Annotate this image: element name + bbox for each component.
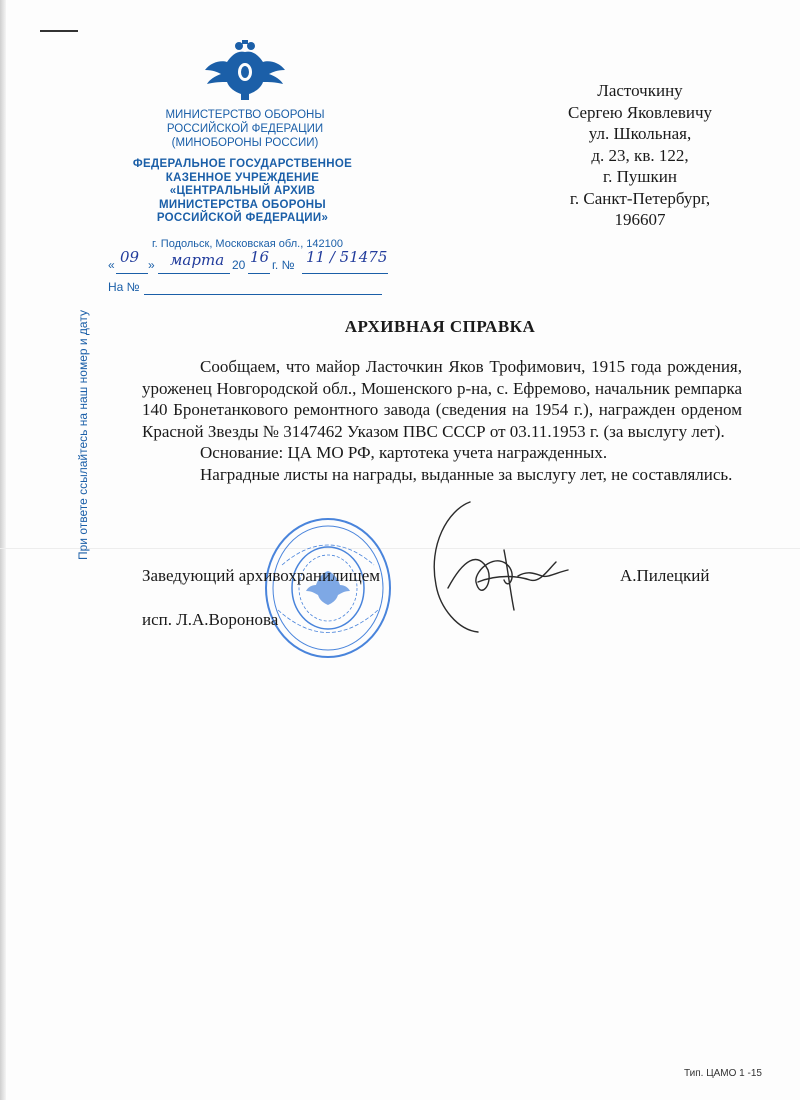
reference-label: На № (108, 280, 140, 294)
date-year-suffix: 16 (250, 248, 270, 266)
eagle-emblem-icon (203, 40, 287, 104)
institution-name (115, 158, 370, 226)
addressee-line: Сергею Яковлевичу (567, 102, 713, 122)
institution-line: «ЦЕНТРАЛЬНЫЙ АРХИВ (169, 185, 316, 197)
number-underline (302, 273, 388, 274)
date-year-prefix: 20 (232, 258, 246, 272)
date-month: марта (170, 251, 225, 269)
reference-underline (144, 294, 382, 295)
addressee-line: Ласточкину (597, 81, 683, 100)
addressee-line: д. 23, кв. 122, (591, 145, 689, 165)
handwritten-signature-icon (418, 490, 583, 640)
year-underline (248, 273, 270, 274)
print-code: Тип. ЦАМО 1 -15 (684, 1068, 762, 1079)
scan-mark (40, 30, 78, 32)
scan-edge (0, 0, 6, 1100)
paper-fold (0, 548, 800, 549)
signatory-name: А.Пилецкий (620, 566, 710, 585)
date-open-quote: « (108, 258, 115, 272)
institution-line: РОССИЙСКОЙ ФЕДЕРАЦИИ» (156, 212, 329, 224)
date-day: 09 (120, 248, 140, 266)
executor-name: исп. Л.А.Воронова (142, 610, 279, 629)
reply-reference-note: При ответе ссылайтесь на наш номер и дату (76, 310, 90, 560)
official-seal-icon (262, 515, 394, 661)
institution-line: МИНИСТЕРСТВА ОБОРОНЫ (159, 198, 326, 211)
institution-line: ФЕДЕРАЛЬНОЕ ГОСУДАРСТВЕННОЕ (132, 158, 353, 170)
ministry-line: МИНИСТЕРСТВО ОБОРОНЫ (165, 109, 325, 121)
ministry-name (120, 108, 370, 150)
day-underline (116, 273, 148, 274)
body-paragraph: Наградные листы на награды, выданные за выслугу лет, не составлялись. (200, 464, 733, 484)
institution-line: КАЗЕННОЕ УЧРЕЖДЕНИЕ (165, 171, 320, 184)
body-paragraph: Основание: ЦА МО РФ, картотека учета награжденных. (200, 443, 608, 462)
addressee-line: г. Санкт-Петербург, (569, 188, 711, 208)
addressee-block (540, 80, 740, 231)
date-and-number-line (108, 248, 388, 276)
reference-line (108, 280, 388, 296)
signatory-title: Заведующий архивохранилищем (142, 566, 381, 585)
addressee-line: ул. Школьная, (588, 124, 692, 143)
city-address: г. Подольск, Московская обл., 142100 (152, 238, 344, 250)
month-underline (158, 273, 230, 274)
date-year-word: г. № (272, 258, 295, 272)
doc-number: 11 / 51475 (306, 248, 388, 266)
ministry-line: (МИНОБОРОНЫ РОССИИ) (171, 137, 319, 149)
document-title: АРХИВНАЯ СПРАВКА (344, 317, 536, 336)
addressee-line: 196607 (614, 210, 666, 229)
date-close-quote: » (148, 258, 155, 272)
ministry-line: РОССИЙСКОЙ ФЕДЕРАЦИИ (166, 123, 324, 135)
addressee-line: г. Пушкин (603, 167, 677, 186)
document-body (142, 356, 742, 485)
body-paragraph: Сообщаем, что майор Ласточкин Яков Трофимович, 1915 года рождения, уроженец Новгородской обл., Мошенского р-на, с. Ефремово, начальник ремпарка 140 Бронетанкового ремонтного завода (сведения на 1954 г.), награжден орденом Красной Звезды № 3147462 Указом ПВС СССР от 03.11.1953 г. (за выслугу лет). (142, 357, 742, 441)
